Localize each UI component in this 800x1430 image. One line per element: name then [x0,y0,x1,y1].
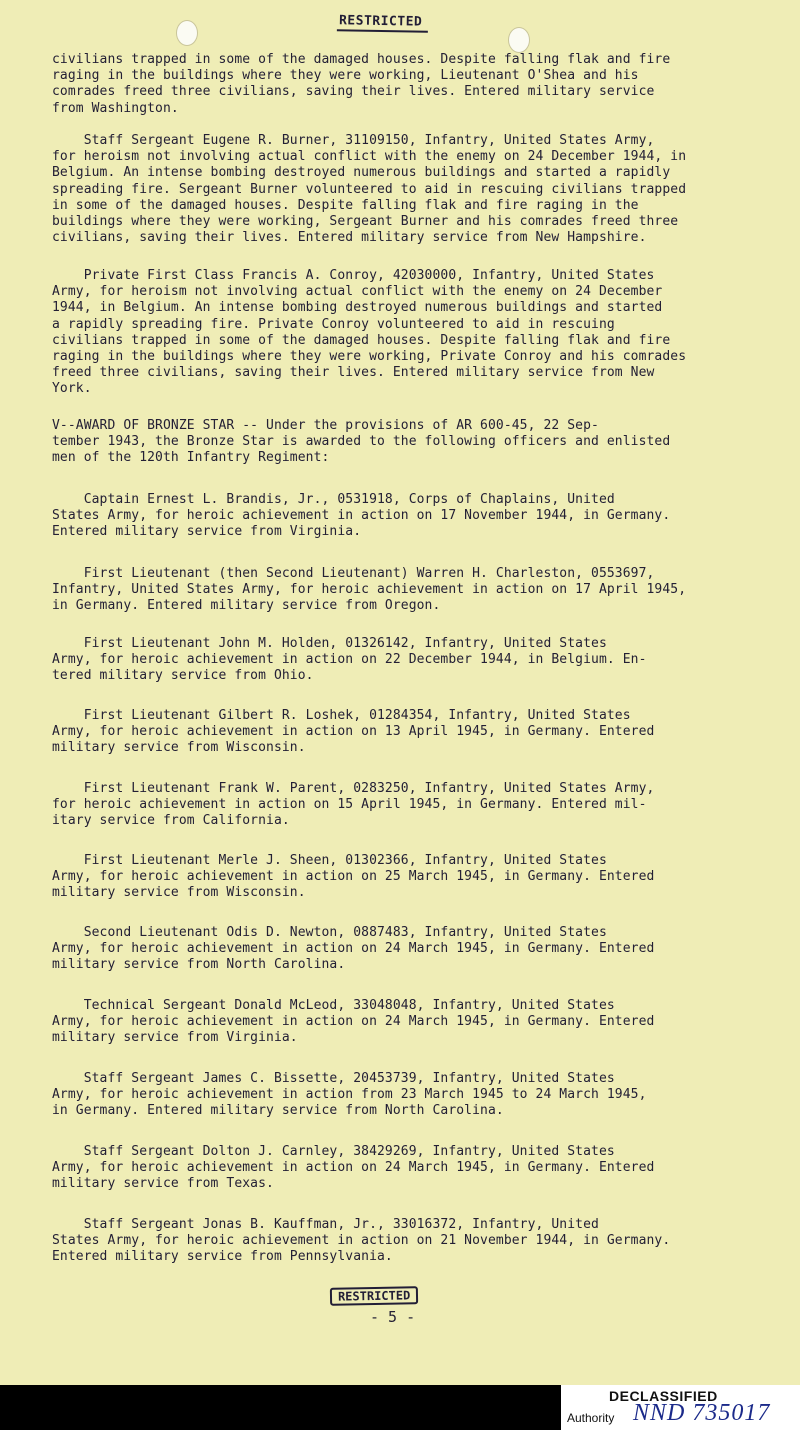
text-line: spreading fire. Sergeant Burner volunteered to aid in rescuing civilians trapped [52,181,687,197]
punch-hole [508,27,530,53]
restricted-stamp-bottom: RESTRICTED [330,1286,419,1306]
text-line: Staff Sergeant James C. Bissette, 20453739, Infantry, United States [52,1071,615,1086]
text-line: for heroic achievement in action on 15 April 1945, in Germany. Entered mil- [52,797,647,813]
text-line: First Lieutenant Merle J. Sheen, 01302366, Infantry, United States [52,853,607,868]
paragraph [52,708,654,757]
declassified-stamp [559,1385,800,1430]
text-line: Entered military service from Pennsylvania. [52,1249,393,1265]
text-line: civilians trapped in some of the damaged houses. Despite falling flak and fire [52,52,671,67]
text-line: military service from North Carolina. [52,957,346,973]
authority-label: Authority [567,1411,615,1425]
restricted-stamp-top: RESTRICTED [337,13,429,33]
text-line: raging in the buildings where they were working, Lieutenant O'Shea and his [52,68,639,84]
text-line: military service from Texas. [52,1176,274,1192]
text-line: Second Lieutenant Odis D. Newton, 0887483, Infantry, United States [52,925,607,940]
text-line: First Lieutenant Gilbert R. Loshek, 01284354, Infantry, United States [52,708,631,723]
text-line: States Army, for heroic achievement in action on 17 November 1944, in Germany. [52,508,671,524]
text-line: civilians, saving their lives. Entered military service from New Hampshire. [52,230,647,246]
text-line: States Army, for heroic achievement in action on 21 November 1944, in Germany. [52,1233,671,1249]
paragraph [52,52,670,117]
text-line: Army, for heroism not involving actual conflict with the enemy on 24 December [52,284,663,300]
text-line: in some of the damaged houses. Despite falling flak and fire raging in the [52,197,639,213]
text-line: tered military service from Ohio. [52,668,314,684]
text-line: Staff Sergeant Dolton J. Carnley, 38429269, Infantry, United States [52,1144,615,1159]
text-line: Army, for heroic achievement in action on 24 March 1945, in Germany. Entered [52,1014,655,1030]
text-line: Army, for heroic achievement in action on 24 March 1945, in Germany. Entered [52,941,655,957]
text-line: civilians trapped in some of the damaged houses. Despite falling flak and fire [52,332,671,348]
authority-value: NND 735017 [633,1400,771,1426]
paragraph [52,1144,654,1193]
text-line: Infantry, United States Army, for heroic achievement in action on 17 April 1945, [52,582,687,598]
paragraph [52,418,670,467]
text-line: in Germany. Entered military service from Oregon. [52,598,441,614]
text-line: military service from Wisconsin. [52,740,306,756]
text-line: men of the 120th Infantry Regiment: [52,450,330,466]
declassified-title: DECLASSIFIED [609,1388,718,1404]
paragraph [52,925,654,974]
text-line: Staff Sergeant Jonas B. Kauffman, Jr., 33016372, Infantry, United [52,1217,599,1232]
text-line: Private First Class Francis A. Conroy, 42030000, Infantry, United States [52,268,655,283]
text-line: York. [52,381,92,397]
paragraph [52,853,654,902]
paragraph [52,268,686,398]
text-line: Staff Sergeant Eugene R. Burner, 31109150, Infantry, United States Army, [52,133,655,148]
text-line: V--AWARD OF BRONZE STAR -- Under the provisions of AR 600-45, 22 Sep- [52,418,599,433]
text-line: First Lieutenant Frank W. Parent, 0283250, Infantry, United States Army, [52,781,655,796]
text-line: Belgium. An intense bombing destroyed numerous buildings and started a rapidly [52,165,671,181]
paragraph [52,133,686,246]
paragraph [52,492,670,541]
text-line: raging in the buildings where they were working, Private Conroy and his comrades [52,349,687,365]
paragraph [52,1217,670,1266]
text-line: in Germany. Entered military service from North Carolina. [52,1103,504,1119]
text-line: Army, for heroic achievement in action from 23 March 1945 to 24 March 1945, [52,1087,647,1103]
text-line: Army, for heroic achievement in action on 13 April 1945, in Germany. Entered [52,724,655,740]
text-line: itary service from California. [52,813,290,829]
text-line: 1944, in Belgium. An intense bombing destroyed numerous buildings and started [52,300,663,316]
text-line: comrades freed three civilians, saving their lives. Entered military service [52,84,655,100]
paragraph [52,998,654,1047]
text-line: military service from Wisconsin. [52,885,306,901]
text-line: tember 1943, the Bronze Star is awarded to the following officers and enlisted [52,434,671,450]
text-line: from Washington. [52,100,179,116]
text-line: freed three civilians, saving their lives. Entered military service from New [52,365,655,381]
text-line: First Lieutenant John M. Holden, 01326142, Infantry, United States [52,636,607,651]
text-line: a rapidly spreading fire. Private Conroy volunteered to aid in rescuing [52,316,615,332]
text-line: Entered military service from Virginia. [52,524,362,540]
text-line: Captain Ernest L. Brandis, Jr., 0531918, Corps of Chaplains, United [52,492,615,507]
punch-hole [176,20,198,46]
text-line: First Lieutenant (then Second Lieutenant) Warren H. Charleston, 0553697, [52,566,655,581]
text-line: Army, for heroic achievement in action on 24 March 1945, in Germany. Entered [52,1160,655,1176]
text-line: Technical Sergeant Donald McLeod, 33048048, Infantry, United States [52,998,615,1013]
paragraph [52,566,686,615]
text-line: Army, for heroic achievement in action on 25 March 1945, in Germany. Entered [52,869,655,885]
paragraph [52,781,654,830]
text-line: military service from Virginia. [52,1030,298,1046]
text-line: for heroism not involving actual conflict with the enemy on 24 December 1944, in [52,149,687,165]
paragraph [52,636,647,685]
text-line: Army, for heroic achievement in action on 22 December 1944, in Belgium. En- [52,652,647,668]
page-number: - 5 - [370,1308,416,1326]
text-line: buildings where they were working, Sergeant Burner and his comrades freed three [52,214,679,230]
paragraph [52,1071,647,1120]
